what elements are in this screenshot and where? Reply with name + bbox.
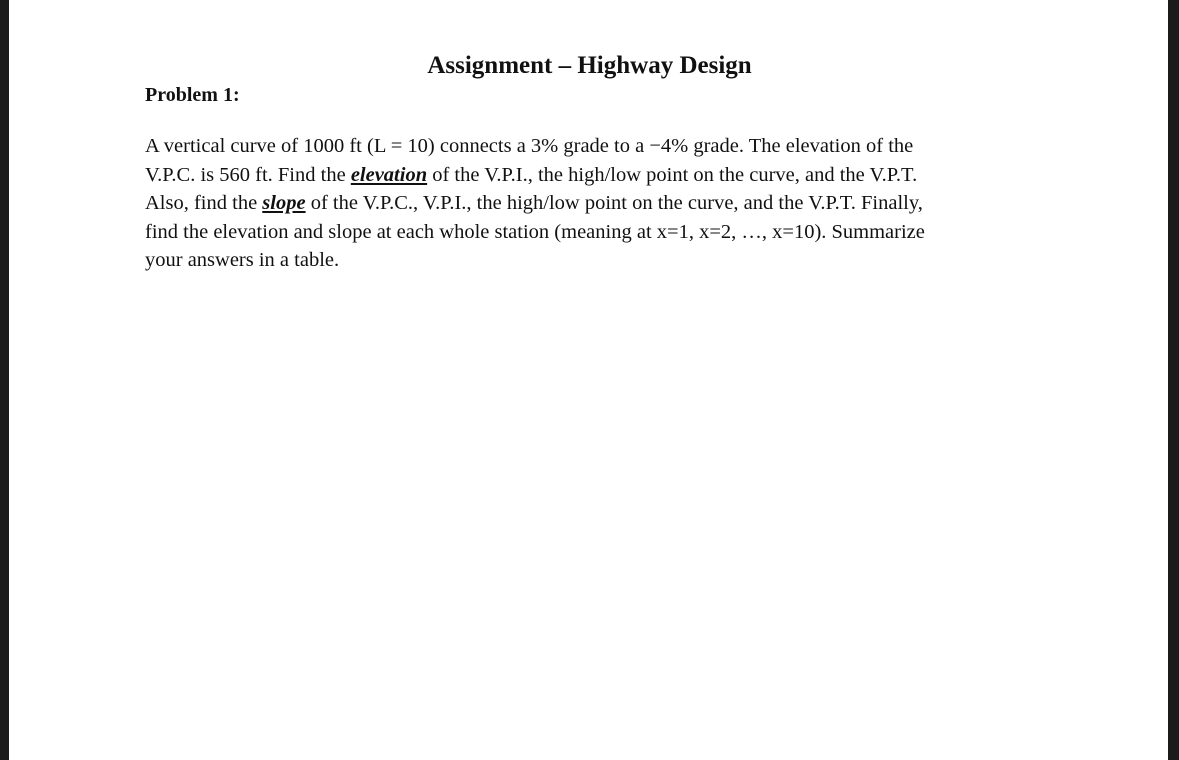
document-page [9, 0, 1168, 760]
problem-text-segment: of the V.P.C., V.P.I., the high/low point on the curve, and the V.P.T. Finally, [305, 192, 923, 215]
problem-statement [145, 132, 1045, 275]
problem-text-segment: of the V.P.I., the high/low point on the curve, and the V.P.T. [427, 163, 918, 186]
problem-text-line: find the elevation and slope at each whole station (meaning at x=1, x=2, …, x=10). Summarize [145, 220, 925, 243]
problem-text-line [145, 161, 1045, 190]
problem-text-segment: Also, find the [145, 192, 263, 215]
problem-text-segment: V.P.C. is 560 ft. Find the [145, 163, 351, 186]
problem-text-line: A vertical curve of 1000 ft (L = 10) connects a 3% grade to a −4% grade. The elevation of the [145, 135, 914, 157]
page-title: Assignment – Highway Design [427, 52, 752, 79]
problem-heading: Problem 1: [145, 84, 240, 106]
elevation-keyword: elevation [350, 163, 428, 186]
problem-text-line: your answers in a table. [145, 249, 340, 272]
problem-text-line [145, 189, 1045, 218]
slope-keyword: slope [262, 192, 306, 215]
